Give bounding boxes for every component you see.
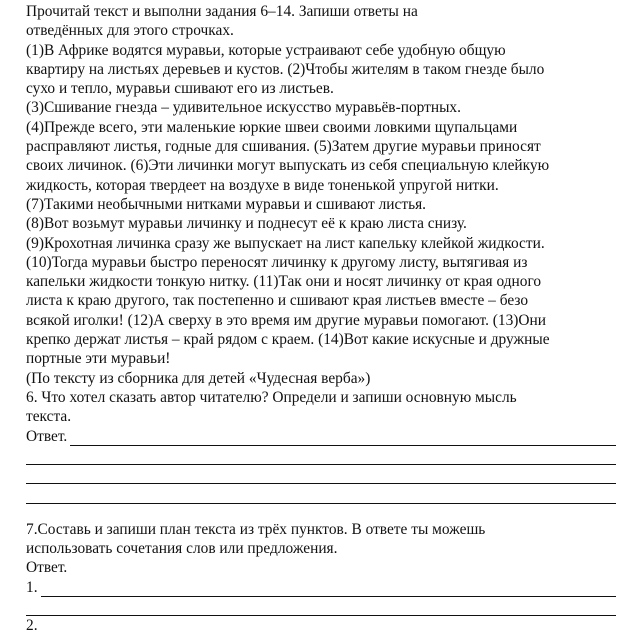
spacer [26,504,616,520]
text-line: (8)Вот возьмут муравьи личинку и поднесут её к краю листа снизу. [26,215,467,233]
instruction-line: Прочитай текст и выполни задания 6–14. Запиши ответы на [26,3,418,20]
task-6 [26,388,616,504]
text-line: расправляют листья, годные для сшивания. (5)Затем другие муравьи приносят [26,138,541,156]
text-line: всякой иголки! (12)А сверху в это время им другие муравьи помогают. (13)Они [26,311,547,329]
plan-item-2-row [26,616,616,635]
task-6-question: 6. Что хотел сказать автор читателю? Определи и запиши основную мысль [26,388,517,406]
answer-line[interactable] [26,484,616,503]
task-7 [26,520,616,636]
answer-label: Ответ. [26,559,68,577]
plan-item-number: 1. [26,578,38,596]
instruction-line: отведённых для этого строчках. [26,22,234,40]
answer-label: Ответ. [26,427,68,445]
text-line: (4)Прежде всего, эти маленькие юркие швеи своими ловкими щупальцами [26,118,518,136]
worksheet-page [26,2,616,636]
text-line: сухо и тепло, муравьи сшивают его из листьев. [26,80,334,98]
text-line: (3)Сшивание гнезда – удивительное искусство муравьёв-портных. [26,99,461,117]
text-line: портные эти муравьи! [26,350,171,368]
text-line: крепко держат листья – край рядом с краем. (14)Вот какие искусные и дружные [26,331,550,349]
text-line: капельки жидкости тонкую нитку. (11)Так они и носят личинку от края одного [26,273,542,291]
answer-line[interactable] [26,465,616,484]
source-line: (По тексту из сборника для детей «Чудесная верба») [26,369,371,387]
plan-item-1-row [26,578,616,597]
task-7-question: использовать сочетания слов или предложения. [26,540,338,558]
task-6-question: текста. [26,408,72,426]
answer-line[interactable] [26,446,616,465]
text-line: квартиру на листьях деревьев и кустов. (2)Чтобы жителям в таком гнезде было [26,60,545,78]
plan-item-number: 2. [26,617,38,635]
text-line: листа к краю другого, так постепенно и сшивают края листьев вместе – безо [26,292,529,310]
text-line: жидкость, которая твердеет на воздухе в виде тоненькой упругой нитки. [26,176,499,194]
reading-text [26,2,616,388]
text-line: (9)Крохотная личинка сразу же выпускает на лист капельку клейкой жидкости. [26,234,545,252]
task-6-answer-row [26,427,616,446]
answer-line[interactable] [26,597,616,616]
text-line: своих личинок. (6)Эти личинки могут выпускать из себя специальную клейкую [26,157,550,175]
text-line: (7)Такими необычными нитками муравьи и сшивают листья. [26,195,427,213]
text-line: (10)Тогда муравьи быстро переносят личинку к другому листу, вытягивая из [26,253,528,271]
answer-line[interactable] [70,431,616,446]
task-7-question: 7.Составь и запиши план текста из трёх пунктов. В ответе ты можешь [26,520,486,538]
text-line: (1)В Африке водятся муравьи, которые устраивают себе удобную общую [26,41,506,59]
answer-line[interactable] [41,582,616,597]
